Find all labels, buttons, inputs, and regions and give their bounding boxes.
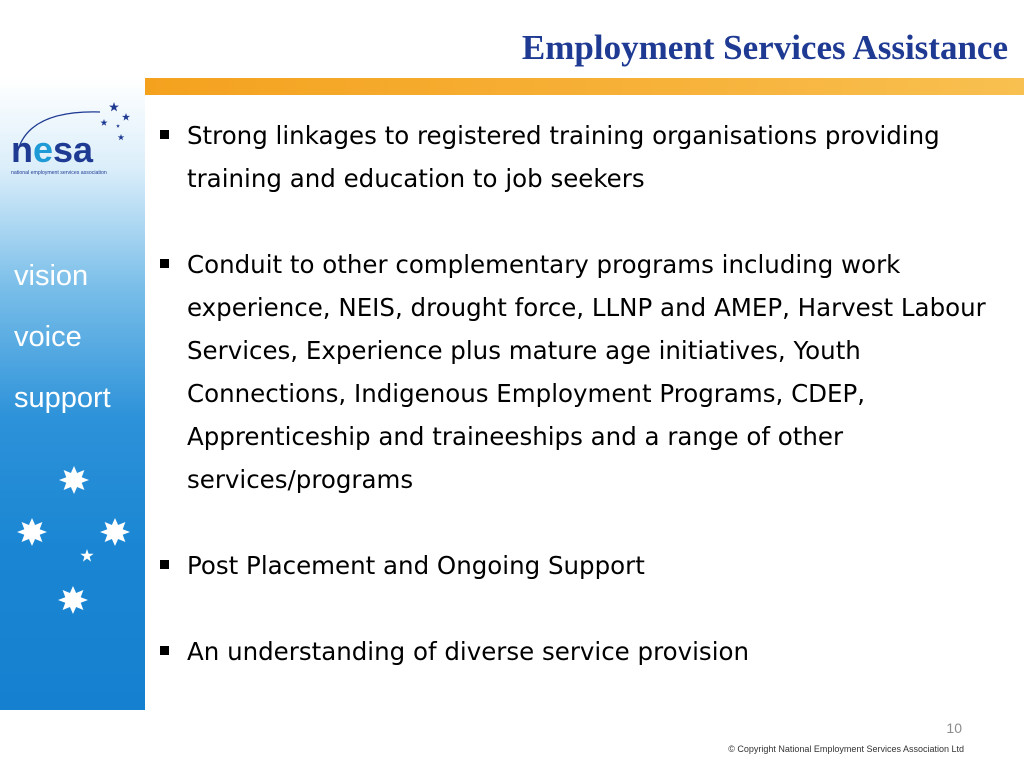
list-item — [158, 544, 1014, 587]
list-item — [158, 114, 1014, 200]
bullet-text: Strong linkages to registered training organisations providing training and education to job seekers — [187, 121, 940, 193]
logo-tagline: national employment services association — [11, 170, 107, 176]
nesa-logo — [8, 98, 138, 180]
bullet-text: Post Placement and Ongoing Support — [187, 551, 645, 580]
sidebar-word-voice: voice — [14, 321, 82, 353]
accent-band — [145, 78, 1024, 95]
square-bullet-icon — [160, 130, 169, 139]
list-item — [158, 630, 1014, 673]
bullet-text: An understanding of diverse service provision — [187, 637, 750, 666]
star-arc-icon — [100, 102, 130, 140]
sidebar-words — [14, 246, 111, 429]
logo-wordmark-e: e — [33, 129, 54, 170]
copyright-notice: © Copyright National Employment Services Association Ltd — [728, 744, 964, 754]
square-bullet-icon — [160, 259, 169, 268]
sidebar-word-vision: vision — [14, 260, 89, 292]
slide-title: Employment Services Assistance — [521, 28, 1008, 67]
bullet-text: Conduit to other complementary programs including work experience, NEIS, drought force, LLNP and AMEP, Harvest Labour Services, Experience plus mature age initiatives, Youth Connections, Indigenous Employment Programs, CDEP, Apprenticeship and traineeships and a range of other services/programs — [187, 250, 986, 494]
sidebar-word-support: support — [14, 382, 111, 414]
star-icon — [58, 586, 88, 614]
star-icon — [80, 549, 93, 562]
svg-text:nesa — [11, 129, 94, 170]
star-icon — [59, 466, 89, 494]
square-bullet-icon — [160, 560, 169, 569]
southern-cross-stars-icon — [0, 455, 145, 625]
square-bullet-icon — [160, 646, 169, 655]
logo-wordmark-sa: sa — [53, 129, 94, 170]
star-icon — [17, 518, 47, 546]
logo-wordmark-n: n — [11, 129, 33, 170]
page-number: 10 — [946, 720, 962, 736]
bullet-list — [158, 114, 1014, 673]
list-item — [158, 243, 1014, 501]
star-icon — [100, 518, 130, 546]
